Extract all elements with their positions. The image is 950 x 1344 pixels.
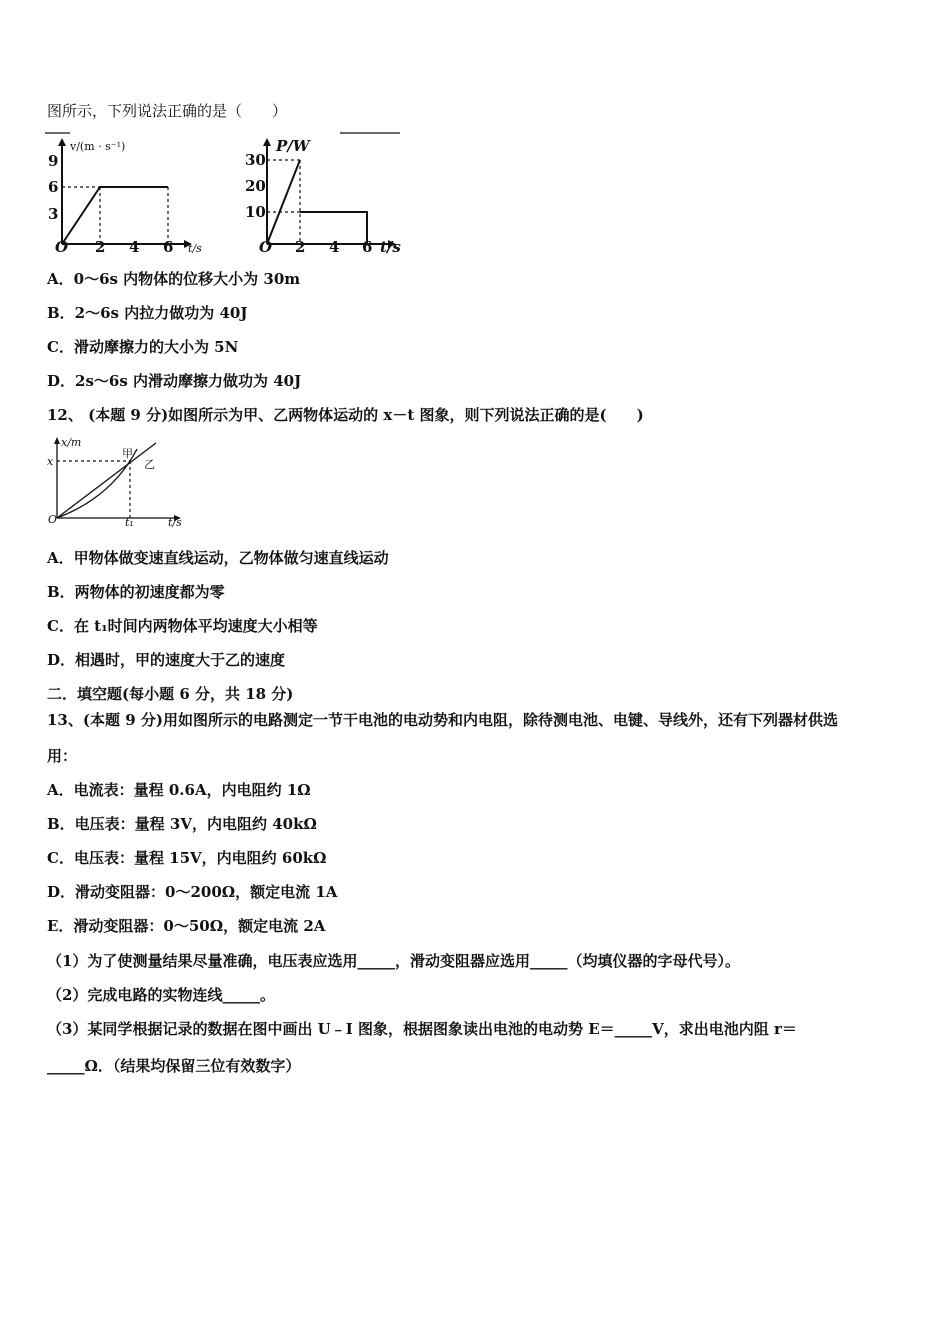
xt-ylabel: x/m [61,436,82,449]
q13-option-d: D．滑动变阻器：0～200Ω，额定电流 1A [47,883,338,901]
q12-option-c: C．在 t₁时间内两物体平均速度大小相等 [47,617,318,635]
p-axis-label: P/W [276,137,310,155]
p-xtick-2: 2 [295,238,306,255]
q11-option-b: B．2～6s 内拉力做功为 40J [47,304,248,322]
position-time-graph [42,435,192,530]
q13-option-b: B．电压表：量程 3V，内电阻约 40kΩ [47,815,317,833]
question-intro: 图所示，下列说法正确的是（ ） [47,102,288,120]
v-xtick-4: 4 [129,238,140,255]
xt-origin: O [48,513,58,526]
power-rise-line [267,160,300,244]
q13-stem-line2: 用： [47,747,78,765]
p-axis-arrow [263,138,271,146]
q13-option-c: C．电压表：量程 15V，内电阻约 60kΩ [47,849,327,867]
v-origin: O [55,238,69,255]
p-origin: O [259,238,273,255]
q13-sub1: （1）为了使测量结果尽量准确，电压表应选用_____，滑动变阻器应选用_____（均填仪器的字母代号）。 [47,952,740,970]
v-tick-6: 6 [48,178,59,196]
q11-option-c: C．滑动摩擦力的大小为 5N [47,338,239,356]
q13-option-a: A．电流表：量程 0.6A，内电阻约 1Ω [47,781,311,799]
p-tick-10: 10 [245,203,266,221]
power-time-graph [240,130,410,255]
q11-option-a: A．0～6s 内物体的位移大小为 30m [47,270,301,288]
curve-yi-line [57,443,156,518]
v-tick-9: 9 [48,152,59,170]
v-xtick-2: 2 [95,238,106,255]
v-axis-label: v/(m · s⁻¹) [70,140,126,153]
q13-sub3-line2: _____Ω．（结果均保留三位有效数字） [47,1057,301,1075]
q12-option-b: B．两物体的初速度都为零 [47,583,225,601]
p-xtick-4: 4 [329,238,340,255]
xt-xlabel: t/s [168,516,182,529]
q13-sub3: （3）某同学根据记录的数据在图中画出 U﹣I 图象，根据图象读出电池的电动势 E＝_____V，求出电池内阻 r＝ [47,1020,797,1038]
q11-option-d: D．2s～6s 内滑动摩擦力做功为 40J [47,372,302,390]
v-t-label: t/s [188,242,202,255]
q12-option-d: D．相遇时，甲的速度大于乙的速度 [47,651,286,669]
v-xtick-6: 6 [163,238,174,255]
curve-yi-label: 乙 [144,458,155,471]
p-xtick-6: 6 [362,238,373,255]
velocity-curve [62,187,168,244]
section-heading: 二．填空题(每小题 6 分，共 18 分) [47,685,294,703]
q12-stem: 12、 (本题 9 分)如图所示为甲、乙两物体运动的 x－t 图象，则下列说法正确的是( ) [47,406,644,424]
x-axis-arrow [54,437,60,444]
p-tick-20: 20 [245,177,266,195]
q13-stem-line1: 13、(本题 9 分)用如图所示的电路测定一节干电池的电动势和内电阻，除待测电池、电键、导线外，还有下列器材供选 [47,711,838,729]
q12-option-a: A．甲物体做变速直线运动，乙物体做匀速直线运动 [47,549,389,567]
p-t-label: t/s [380,238,401,255]
q13-option-e: E．滑动变阻器：0～50Ω，额定电流 2A [47,917,326,935]
p-tick-30: 30 [245,151,266,169]
velocity-time-graph [40,130,220,255]
v-axis-arrow [58,138,66,146]
xt-xmark: t₁ [125,516,134,529]
curve-jia-label: 甲 [122,447,133,460]
q13-sub2: （2）完成电路的实物连线_____。 [47,986,275,1004]
v-tick-3: 3 [48,205,59,223]
xt-ymark: x [47,455,54,468]
